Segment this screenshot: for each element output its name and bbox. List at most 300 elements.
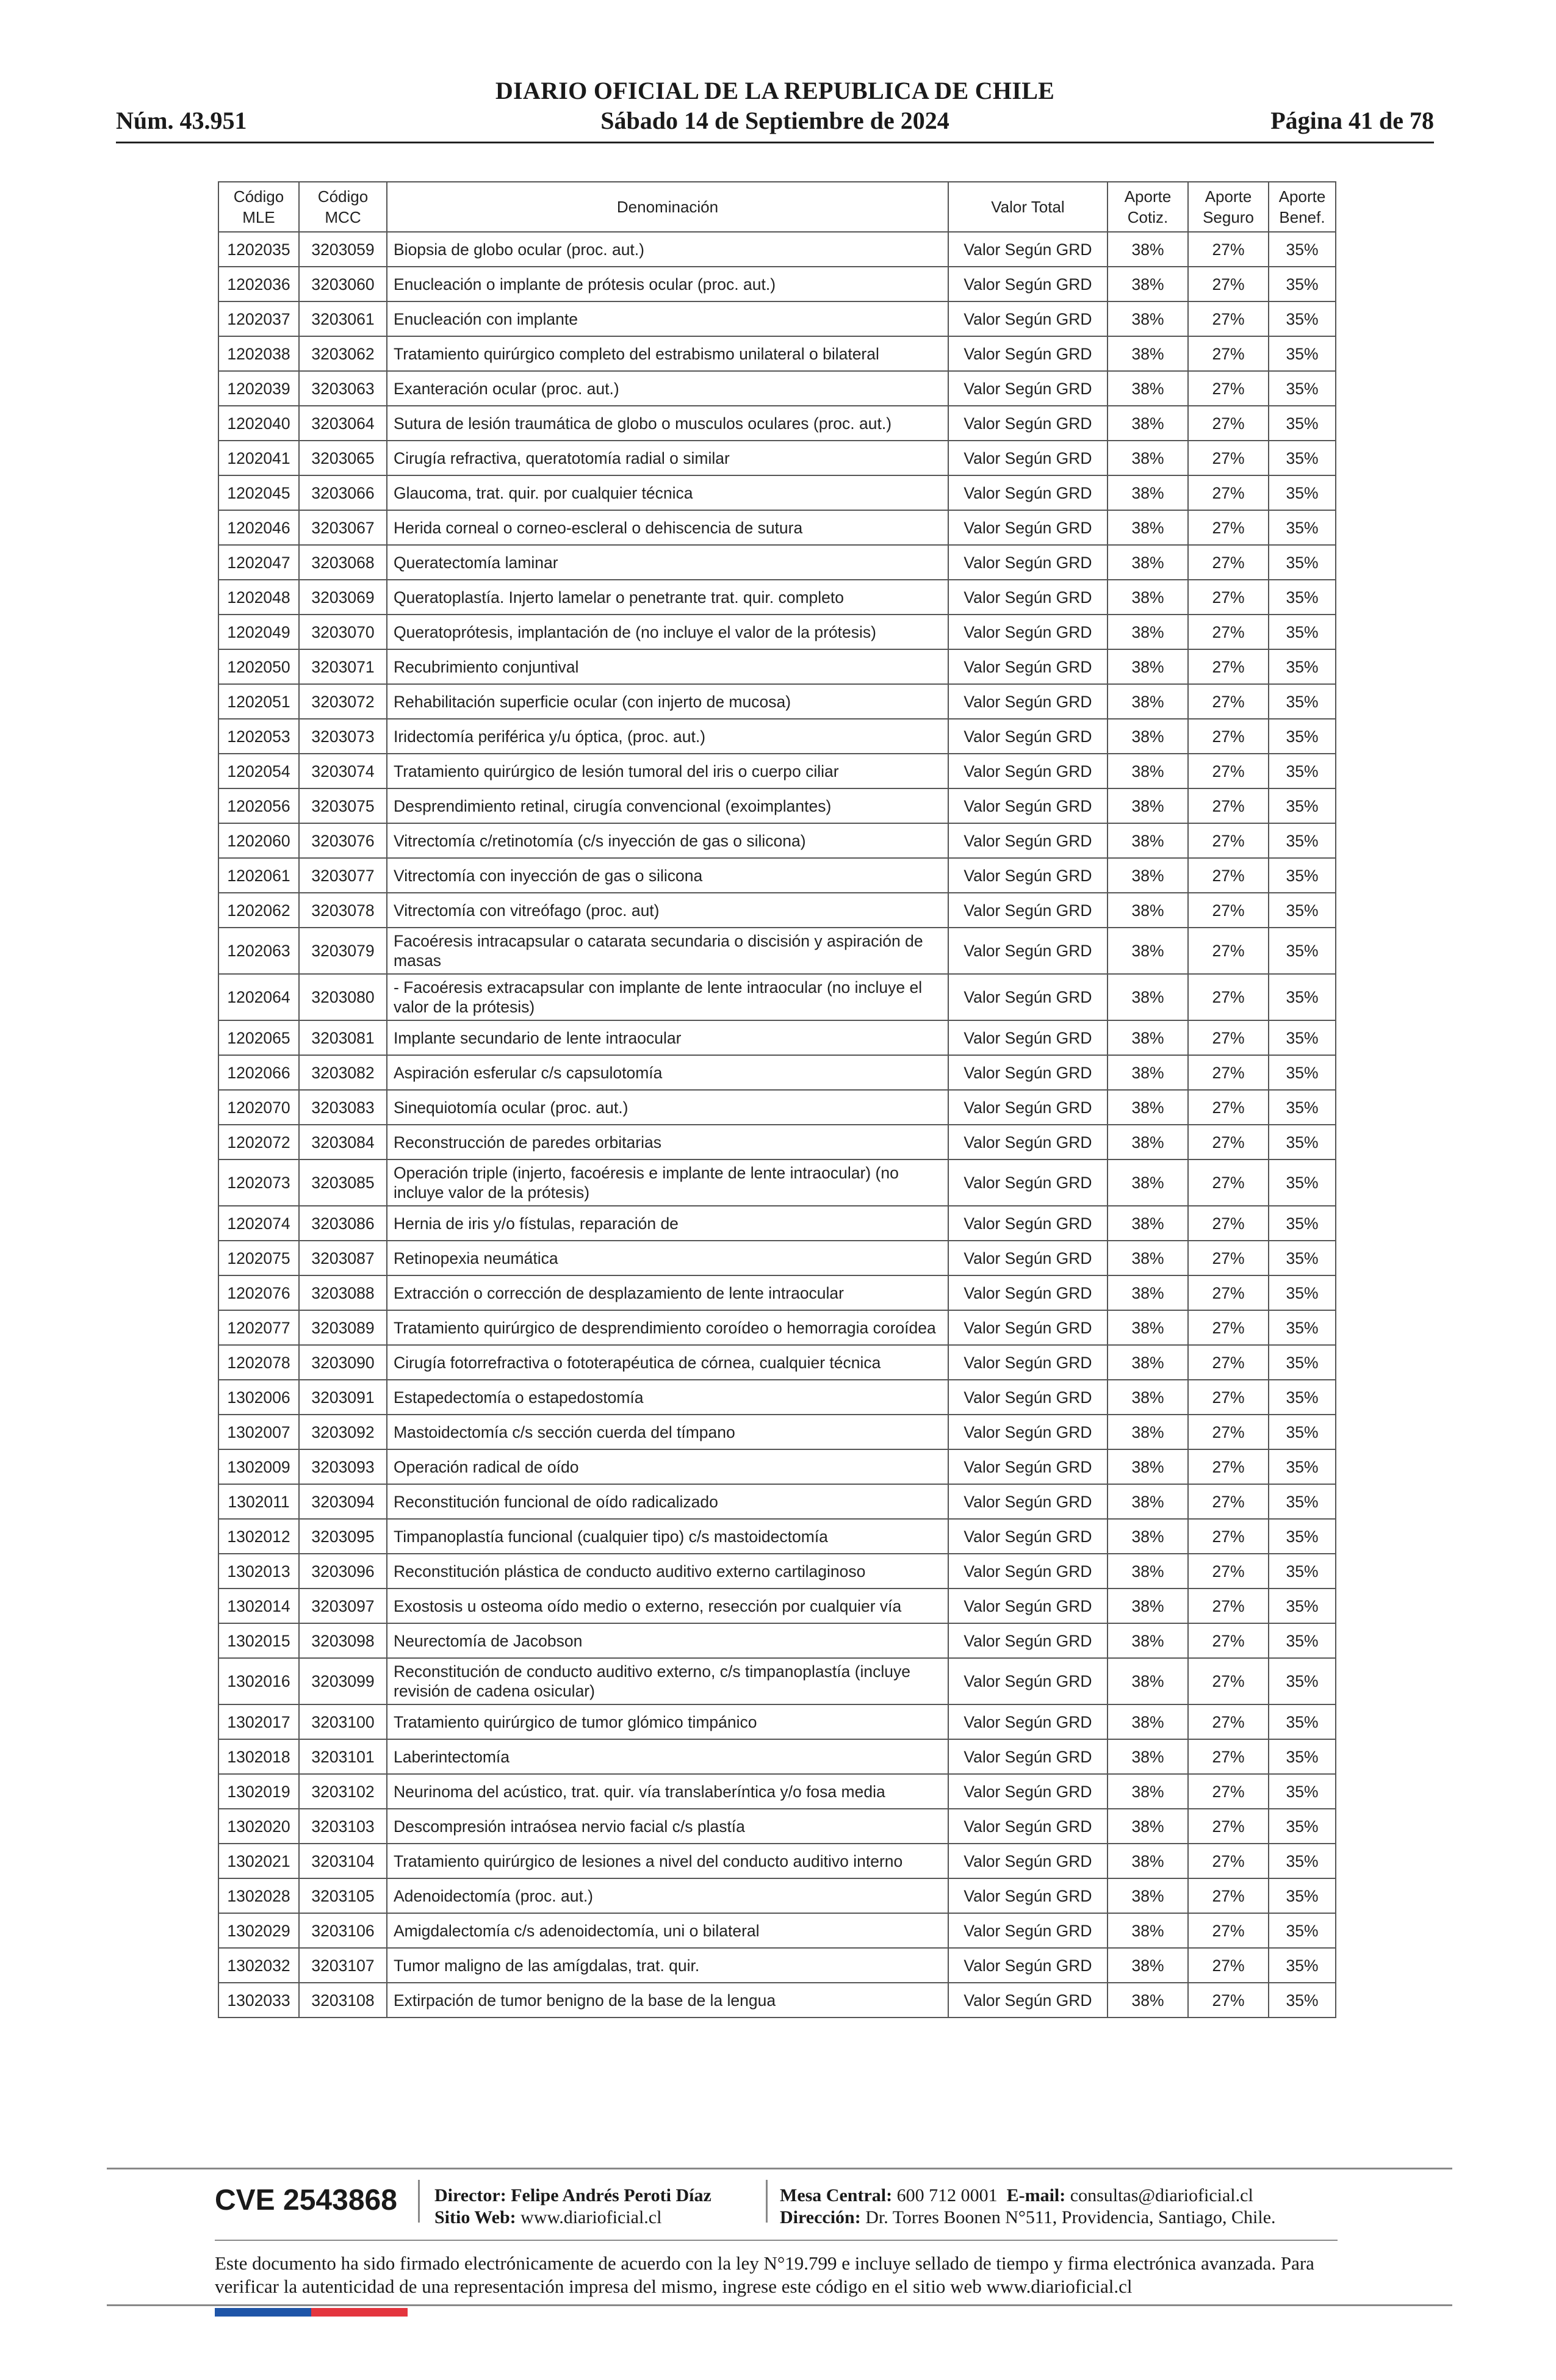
issue-date: Sábado 14 de Septiembre de 2024 — [600, 107, 949, 134]
address-label: Dirección: — [780, 2207, 861, 2227]
cell-valor-total: Valor Según GRD — [948, 1554, 1108, 1588]
cell-denominacion: Tratamiento quirúrgico completo del estrabismo unilateral o bilateral — [387, 336, 948, 371]
cell-valor-total: Valor Según GRD — [948, 371, 1108, 406]
cell-codigo-mle: 1202076 — [218, 1275, 299, 1310]
cell-denominacion: Tumor maligno de las amígdalas, trat. quir. — [387, 1948, 948, 1983]
cell-aporte-seguro: 27% — [1188, 1704, 1269, 1739]
cell-aporte-seguro: 27% — [1188, 1275, 1269, 1310]
cell-codigo-mle: 1202051 — [218, 684, 299, 719]
table-row — [218, 475, 1336, 510]
cell-valor-total: Valor Según GRD — [948, 1380, 1108, 1415]
cell-codigo-mle: 1202040 — [218, 406, 299, 441]
cell-aporte-cotiz: 38% — [1108, 580, 1188, 615]
cell-denominacion: Amigdalectomía c/s adenoidectomía, uni o bilateral — [387, 1913, 948, 1948]
cell-aporte-benef: 35% — [1269, 1345, 1336, 1380]
cell-aporte-seguro: 27% — [1188, 1519, 1269, 1554]
cell-codigo-mcc: 3203084 — [299, 1125, 387, 1159]
cell-codigo-mle: 1302009 — [218, 1449, 299, 1484]
cell-aporte-cotiz: 38% — [1108, 1055, 1188, 1090]
cell-aporte-seguro: 27% — [1188, 510, 1269, 545]
cell-valor-total: Valor Según GRD — [948, 1020, 1108, 1055]
cell-codigo-mcc: 3203085 — [299, 1159, 387, 1206]
table-row — [218, 858, 1336, 893]
flag-stripe-blue — [215, 2308, 311, 2317]
footer-separator — [418, 2180, 420, 2223]
cell-aporte-seguro: 27% — [1188, 974, 1269, 1020]
table-row — [218, 232, 1336, 267]
table-row — [218, 893, 1336, 928]
cell-valor-total: Valor Según GRD — [948, 1310, 1108, 1345]
cell-aporte-benef: 35% — [1269, 1519, 1336, 1554]
cell-aporte-cotiz: 38% — [1108, 1449, 1188, 1484]
cell-codigo-mle: 1202060 — [218, 823, 299, 858]
cell-codigo-mcc: 3203075 — [299, 788, 387, 823]
cell-codigo-mcc: 3203061 — [299, 301, 387, 336]
cell-denominacion: Extracción o corrección de desplazamiento de lente intraocular — [387, 1275, 948, 1310]
cell-codigo-mle: 1202075 — [218, 1241, 299, 1275]
cell-denominacion: Cirugía fotorrefractiva o fototerapéutica de córnea, cualquier técnica — [387, 1345, 948, 1380]
cell-denominacion: Rehabilitación superficie ocular (con injerto de mucosa) — [387, 684, 948, 719]
cell-codigo-mle: 1302019 — [218, 1774, 299, 1809]
cell-valor-total: Valor Según GRD — [948, 510, 1108, 545]
cell-valor-total: Valor Según GRD — [948, 1449, 1108, 1484]
cell-aporte-seguro: 27% — [1188, 1125, 1269, 1159]
cell-aporte-benef: 35% — [1269, 1774, 1336, 1809]
table-row — [218, 267, 1336, 301]
table-row — [218, 1345, 1336, 1380]
cell-aporte-benef: 35% — [1269, 1844, 1336, 1878]
cell-valor-total: Valor Según GRD — [948, 928, 1108, 974]
cell-aporte-benef: 35% — [1269, 510, 1336, 545]
cell-codigo-mcc: 3203083 — [299, 1090, 387, 1125]
procedures-table-container — [218, 181, 1336, 2018]
cell-aporte-seguro: 27% — [1188, 649, 1269, 684]
cell-aporte-benef: 35% — [1269, 974, 1336, 1020]
email-label: E-mail: — [1006, 2185, 1066, 2205]
cell-aporte-benef: 35% — [1269, 1310, 1336, 1345]
table-row — [218, 1948, 1336, 1983]
cell-aporte-cotiz: 38% — [1108, 1809, 1188, 1844]
cell-aporte-cotiz: 38% — [1108, 1484, 1188, 1519]
cell-codigo-mcc: 3203073 — [299, 719, 387, 754]
cell-aporte-cotiz: 38% — [1108, 545, 1188, 580]
cell-codigo-mle: 1202041 — [218, 441, 299, 475]
cell-codigo-mcc: 3203105 — [299, 1878, 387, 1913]
cell-aporte-cotiz: 38% — [1108, 974, 1188, 1020]
cell-valor-total: Valor Según GRD — [948, 580, 1108, 615]
director-name: Felipe Andrés Peroti Díaz — [511, 2185, 711, 2205]
table-row — [218, 1519, 1336, 1554]
cell-aporte-benef: 35% — [1269, 1809, 1336, 1844]
cell-codigo-mle: 1202054 — [218, 754, 299, 788]
cell-aporte-seguro: 27% — [1188, 1983, 1269, 2018]
header-divider — [116, 142, 1434, 143]
cell-codigo-mle: 1302013 — [218, 1554, 299, 1588]
cell-aporte-seguro: 27% — [1188, 1380, 1269, 1415]
table-row — [218, 371, 1336, 406]
cell-codigo-mle: 1302011 — [218, 1484, 299, 1519]
table-row — [218, 545, 1336, 580]
cell-aporte-cotiz: 38% — [1108, 684, 1188, 719]
cell-denominacion: Reconstitución de conducto auditivo externo, c/s timpanoplastía (incluye revisión de cadena osicular) — [387, 1658, 948, 1704]
table-row — [218, 1844, 1336, 1878]
website-label: Sitio Web: — [434, 2207, 516, 2227]
website-link[interactable]: www.diarioficial.cl — [520, 2207, 662, 2227]
cell-aporte-seguro: 27% — [1188, 1878, 1269, 1913]
cell-codigo-mcc: 3203072 — [299, 684, 387, 719]
cell-denominacion: Enucleación con implante — [387, 301, 948, 336]
cell-codigo-mle: 1202078 — [218, 1345, 299, 1380]
header-codigo-mle: Código MLE — [218, 182, 299, 232]
cell-codigo-mle: 1202035 — [218, 232, 299, 267]
table-row — [218, 719, 1336, 754]
cell-aporte-seguro: 27% — [1188, 232, 1269, 267]
table-row — [218, 1055, 1336, 1090]
cell-codigo-mle: 1302014 — [218, 1588, 299, 1623]
cell-valor-total: Valor Según GRD — [948, 788, 1108, 823]
cell-codigo-mle: 1202056 — [218, 788, 299, 823]
cell-codigo-mle: 1302033 — [218, 1983, 299, 2018]
cell-aporte-benef: 35% — [1269, 788, 1336, 823]
cell-codigo-mcc: 3203066 — [299, 475, 387, 510]
cell-codigo-mcc: 3203080 — [299, 974, 387, 1020]
cell-valor-total: Valor Según GRD — [948, 754, 1108, 788]
cell-codigo-mcc: 3203082 — [299, 1055, 387, 1090]
cell-aporte-seguro: 27% — [1188, 1345, 1269, 1380]
cell-valor-total: Valor Según GRD — [948, 1206, 1108, 1241]
cell-aporte-cotiz: 38% — [1108, 615, 1188, 649]
cell-codigo-mcc: 3203096 — [299, 1554, 387, 1588]
cell-aporte-benef: 35% — [1269, 615, 1336, 649]
cell-codigo-mle: 1302006 — [218, 1380, 299, 1415]
cell-aporte-seguro: 27% — [1188, 823, 1269, 858]
cell-valor-total: Valor Según GRD — [948, 1588, 1108, 1623]
cell-aporte-cotiz: 38% — [1108, 1913, 1188, 1948]
email-link[interactable]: consultas@diarioficial.cl — [1070, 2185, 1253, 2205]
cell-denominacion: Exostosis u osteoma oído medio o externo, resección por cualquier vía — [387, 1588, 948, 1623]
cell-valor-total: Valor Según GRD — [948, 336, 1108, 371]
cell-aporte-seguro: 27% — [1188, 580, 1269, 615]
table-row — [218, 1774, 1336, 1809]
cell-aporte-benef: 35% — [1269, 1484, 1336, 1519]
cell-aporte-benef: 35% — [1269, 406, 1336, 441]
cell-aporte-benef: 35% — [1269, 475, 1336, 510]
cell-codigo-mle: 1202049 — [218, 615, 299, 649]
header-aporte-benef: Aporte Benef. — [1269, 182, 1336, 232]
cell-aporte-benef: 35% — [1269, 823, 1336, 858]
cell-aporte-cotiz: 38% — [1108, 754, 1188, 788]
cell-denominacion: Laberintectomía — [387, 1739, 948, 1774]
cell-codigo-mcc: 3203107 — [299, 1948, 387, 1983]
cell-codigo-mle: 1302015 — [218, 1623, 299, 1658]
cell-aporte-cotiz: 38% — [1108, 1241, 1188, 1275]
cell-aporte-cotiz: 38% — [1108, 1554, 1188, 1588]
cell-aporte-benef: 35% — [1269, 719, 1336, 754]
cell-codigo-mle: 1202070 — [218, 1090, 299, 1125]
cell-codigo-mcc: 3203102 — [299, 1774, 387, 1809]
cell-codigo-mcc: 3203086 — [299, 1206, 387, 1241]
cell-aporte-cotiz: 38% — [1108, 1380, 1188, 1415]
cell-aporte-cotiz: 38% — [1108, 1983, 1188, 2018]
cell-valor-total: Valor Según GRD — [948, 1055, 1108, 1090]
table-row — [218, 1913, 1336, 1948]
cell-codigo-mcc: 3203101 — [299, 1739, 387, 1774]
table-row — [218, 1704, 1336, 1739]
cell-codigo-mle: 1302016 — [218, 1658, 299, 1704]
cell-aporte-seguro: 27% — [1188, 301, 1269, 336]
cell-valor-total: Valor Según GRD — [948, 1913, 1108, 1948]
cell-aporte-benef: 35% — [1269, 1983, 1336, 2018]
cell-denominacion: Facoéresis intracapsular o catarata secundaria o discisión y aspiración de masas — [387, 928, 948, 974]
cell-codigo-mle: 1302007 — [218, 1415, 299, 1449]
cell-codigo-mle: 1202074 — [218, 1206, 299, 1241]
cell-aporte-cotiz: 38% — [1108, 475, 1188, 510]
cell-aporte-seguro: 27% — [1188, 1241, 1269, 1275]
cell-aporte-cotiz: 38% — [1108, 1206, 1188, 1241]
cell-aporte-seguro: 27% — [1188, 1774, 1269, 1809]
cell-aporte-seguro: 27% — [1188, 1913, 1269, 1948]
cell-aporte-benef: 35% — [1269, 580, 1336, 615]
cell-valor-total: Valor Según GRD — [948, 441, 1108, 475]
cell-aporte-seguro: 27% — [1188, 928, 1269, 974]
cell-codigo-mle: 1302021 — [218, 1844, 299, 1878]
cell-aporte-seguro: 27% — [1188, 754, 1269, 788]
cell-aporte-cotiz: 38% — [1108, 406, 1188, 441]
address: Dr. Torres Boonen N°511, Providencia, Santiago, Chile. — [865, 2207, 1276, 2227]
cell-codigo-mle: 1302028 — [218, 1878, 299, 1913]
cell-aporte-benef: 35% — [1269, 1125, 1336, 1159]
footer-director-block — [434, 2185, 711, 2229]
cell-aporte-cotiz: 38% — [1108, 441, 1188, 475]
cell-aporte-seguro: 27% — [1188, 475, 1269, 510]
cell-valor-total: Valor Según GRD — [948, 1275, 1108, 1310]
cell-aporte-seguro: 27% — [1188, 545, 1269, 580]
cell-codigo-mle: 1202077 — [218, 1310, 299, 1345]
cell-aporte-cotiz: 38% — [1108, 1020, 1188, 1055]
cell-denominacion: Exanteración ocular (proc. aut.) — [387, 371, 948, 406]
cell-aporte-benef: 35% — [1269, 301, 1336, 336]
cell-codigo-mcc: 3203063 — [299, 371, 387, 406]
cell-codigo-mcc: 3203091 — [299, 1380, 387, 1415]
cell-aporte-seguro: 27% — [1188, 719, 1269, 754]
cell-valor-total: Valor Según GRD — [948, 1090, 1108, 1125]
cell-aporte-cotiz: 38% — [1108, 1878, 1188, 1913]
cell-codigo-mle: 1202063 — [218, 928, 299, 974]
cell-valor-total: Valor Según GRD — [948, 1739, 1108, 1774]
cell-denominacion: Tratamiento quirúrgico de lesión tumoral del iris o cuerpo ciliar — [387, 754, 948, 788]
cell-aporte-benef: 35% — [1269, 1380, 1336, 1415]
cell-aporte-benef: 35% — [1269, 441, 1336, 475]
cell-denominacion: Biopsia de globo ocular (proc. aut.) — [387, 232, 948, 267]
cell-denominacion: Timpanoplastía funcional (cualquier tipo) c/s mastoidectomía — [387, 1519, 948, 1554]
cell-codigo-mcc: 3203077 — [299, 858, 387, 893]
cell-codigo-mcc: 3203069 — [299, 580, 387, 615]
cell-aporte-seguro: 27% — [1188, 1415, 1269, 1449]
cell-aporte-cotiz: 38% — [1108, 788, 1188, 823]
cell-aporte-seguro: 27% — [1188, 1809, 1269, 1844]
cell-valor-total: Valor Según GRD — [948, 1623, 1108, 1658]
cell-codigo-mcc: 3203108 — [299, 1983, 387, 2018]
cell-aporte-benef: 35% — [1269, 1159, 1336, 1206]
cell-aporte-benef: 35% — [1269, 267, 1336, 301]
cell-denominacion: Retinopexia neumática — [387, 1241, 948, 1275]
cell-aporte-benef: 35% — [1269, 858, 1336, 893]
cell-aporte-cotiz: 38% — [1108, 719, 1188, 754]
cell-codigo-mle: 1202038 — [218, 336, 299, 371]
cell-denominacion: Sutura de lesión traumática de globo o musculos oculares (proc. aut.) — [387, 406, 948, 441]
table-row — [218, 301, 1336, 336]
cell-codigo-mcc: 3203104 — [299, 1844, 387, 1878]
cell-aporte-seguro: 27% — [1188, 1739, 1269, 1774]
cell-valor-total: Valor Según GRD — [948, 545, 1108, 580]
cell-aporte-cotiz: 38% — [1108, 232, 1188, 267]
cell-aporte-benef: 35% — [1269, 1588, 1336, 1623]
cell-codigo-mle: 1202036 — [218, 267, 299, 301]
cell-codigo-mcc: 3203059 — [299, 232, 387, 267]
cell-codigo-mcc: 3203093 — [299, 1449, 387, 1484]
cell-denominacion: Queratectomía laminar — [387, 545, 948, 580]
cell-aporte-cotiz: 38% — [1108, 649, 1188, 684]
cell-aporte-benef: 35% — [1269, 1913, 1336, 1948]
cell-denominacion: Descompresión intraósea nervio facial c/s plastía — [387, 1809, 948, 1844]
cell-codigo-mcc: 3203076 — [299, 823, 387, 858]
mesa-phone: 600 712 0001 — [896, 2185, 998, 2205]
table-row — [218, 1415, 1336, 1449]
cell-aporte-seguro: 27% — [1188, 371, 1269, 406]
cell-aporte-benef: 35% — [1269, 1658, 1336, 1704]
cell-denominacion: Neurinoma del acústico, trat. quir. vía translaberíntica y/o fosa media — [387, 1774, 948, 1809]
procedures-table — [218, 181, 1336, 2018]
cell-denominacion: Glaucoma, trat. quir. por cualquier técnica — [387, 475, 948, 510]
cell-aporte-cotiz: 38% — [1108, 1345, 1188, 1380]
cell-valor-total: Valor Según GRD — [948, 1878, 1108, 1913]
cell-codigo-mle: 1302029 — [218, 1913, 299, 1948]
cell-aporte-cotiz: 38% — [1108, 301, 1188, 336]
cell-codigo-mle: 1302032 — [218, 1948, 299, 1983]
cell-denominacion: Operación radical de oído — [387, 1449, 948, 1484]
cell-denominacion: Queratoplastía. Injerto lamelar o penetrante trat. quir. completo — [387, 580, 948, 615]
cell-aporte-cotiz: 38% — [1108, 858, 1188, 893]
cell-valor-total: Valor Según GRD — [948, 858, 1108, 893]
cell-valor-total: Valor Según GRD — [948, 406, 1108, 441]
cell-codigo-mcc: 3203065 — [299, 441, 387, 475]
cell-aporte-benef: 35% — [1269, 1020, 1336, 1055]
table-row — [218, 684, 1336, 719]
cell-denominacion: Sinequiotomía ocular (proc. aut.) — [387, 1090, 948, 1125]
cell-codigo-mcc: 3203068 — [299, 545, 387, 580]
cell-denominacion: Tratamiento quirúrgico de desprendimiento coroídeo o hemorragia coroídea — [387, 1310, 948, 1345]
cell-aporte-benef: 35% — [1269, 1948, 1336, 1983]
footer-separator — [766, 2180, 768, 2223]
cell-denominacion: Queratoprótesis, implantación de (no incluye el valor de la prótesis) — [387, 615, 948, 649]
cell-codigo-mcc: 3203078 — [299, 893, 387, 928]
cell-aporte-seguro: 27% — [1188, 1658, 1269, 1704]
cell-valor-total: Valor Según GRD — [948, 684, 1108, 719]
cell-aporte-cotiz: 38% — [1108, 1948, 1188, 1983]
cell-codigo-mcc: 3203074 — [299, 754, 387, 788]
cell-denominacion: - Facoéresis extracapsular con implante de lente intraocular (no incluye el valor de la prótesis) — [387, 974, 948, 1020]
cell-codigo-mle: 1202072 — [218, 1125, 299, 1159]
cell-codigo-mcc: 3203100 — [299, 1704, 387, 1739]
cell-denominacion: Implante secundario de lente intraocular — [387, 1020, 948, 1055]
cell-codigo-mcc: 3203079 — [299, 928, 387, 974]
table-row — [218, 1275, 1336, 1310]
cell-denominacion: Tratamiento quirúrgico de lesiones a nivel del conducto auditivo interno — [387, 1844, 948, 1878]
cell-codigo-mcc: 3203064 — [299, 406, 387, 441]
cell-aporte-benef: 35% — [1269, 1623, 1336, 1658]
cell-aporte-benef: 35% — [1269, 1449, 1336, 1484]
cell-aporte-cotiz: 38% — [1108, 1519, 1188, 1554]
cell-aporte-benef: 35% — [1269, 1241, 1336, 1275]
cell-codigo-mcc: 3203088 — [299, 1275, 387, 1310]
cell-aporte-benef: 35% — [1269, 1275, 1336, 1310]
header-aporte-cotiz: Aporte Cotiz. — [1108, 182, 1188, 232]
cell-codigo-mcc: 3203097 — [299, 1588, 387, 1623]
cell-aporte-benef: 35% — [1269, 684, 1336, 719]
table-row — [218, 1554, 1336, 1588]
cell-aporte-benef: 35% — [1269, 893, 1336, 928]
cell-aporte-seguro: 27% — [1188, 1484, 1269, 1519]
cell-codigo-mcc: 3203098 — [299, 1623, 387, 1658]
cell-aporte-cotiz: 38% — [1108, 823, 1188, 858]
cell-aporte-cotiz: 38% — [1108, 1739, 1188, 1774]
cve-code: CVE 2543868 — [215, 2184, 397, 2216]
cell-aporte-benef: 35% — [1269, 754, 1336, 788]
cell-denominacion: Aspiración esferular c/s capsulotomía — [387, 1055, 948, 1090]
cell-aporte-cotiz: 38% — [1108, 1090, 1188, 1125]
cell-aporte-cotiz: 38% — [1108, 893, 1188, 928]
header-codigo-mcc: Código MCC — [299, 182, 387, 232]
cell-denominacion: Cirugía refractiva, queratotomía radial o similar — [387, 441, 948, 475]
table-header-row — [218, 182, 1336, 232]
cell-aporte-seguro: 27% — [1188, 1449, 1269, 1484]
footer-bottom-divider — [107, 2304, 1452, 2306]
cell-codigo-mle: 1202047 — [218, 545, 299, 580]
table-row — [218, 615, 1336, 649]
cell-valor-total: Valor Según GRD — [948, 1159, 1108, 1206]
cell-codigo-mcc: 3203092 — [299, 1415, 387, 1449]
table-row — [218, 1206, 1336, 1241]
table-row — [218, 1090, 1336, 1125]
cell-denominacion: Vitrectomía con inyección de gas o silicona — [387, 858, 948, 893]
cell-aporte-benef: 35% — [1269, 1206, 1336, 1241]
cell-codigo-mle: 1202062 — [218, 893, 299, 928]
cell-aporte-benef: 35% — [1269, 1704, 1336, 1739]
table-body — [218, 232, 1336, 2018]
cell-valor-total: Valor Según GRD — [948, 1658, 1108, 1704]
cell-aporte-seguro: 27% — [1188, 1554, 1269, 1588]
cell-codigo-mle: 1302017 — [218, 1704, 299, 1739]
cell-aporte-benef: 35% — [1269, 371, 1336, 406]
table-row — [218, 1658, 1336, 1704]
cell-codigo-mcc: 3203089 — [299, 1310, 387, 1345]
cell-valor-total: Valor Según GRD — [948, 1484, 1108, 1519]
cell-codigo-mle: 1202050 — [218, 649, 299, 684]
table-row — [218, 1159, 1336, 1206]
cell-aporte-benef: 35% — [1269, 1055, 1336, 1090]
cell-codigo-mle: 1202053 — [218, 719, 299, 754]
cell-denominacion: Neurectomía de Jacobson — [387, 1623, 948, 1658]
cell-aporte-cotiz: 38% — [1108, 1415, 1188, 1449]
cell-valor-total: Valor Según GRD — [948, 649, 1108, 684]
cell-aporte-seguro: 27% — [1188, 336, 1269, 371]
cell-valor-total: Valor Según GRD — [948, 1809, 1108, 1844]
cell-codigo-mle: 1202061 — [218, 858, 299, 893]
issue-number: Núm. 43.951 — [116, 107, 247, 134]
cell-aporte-seguro: 27% — [1188, 1588, 1269, 1623]
table-row — [218, 1623, 1336, 1658]
cell-valor-total: Valor Según GRD — [948, 719, 1108, 754]
